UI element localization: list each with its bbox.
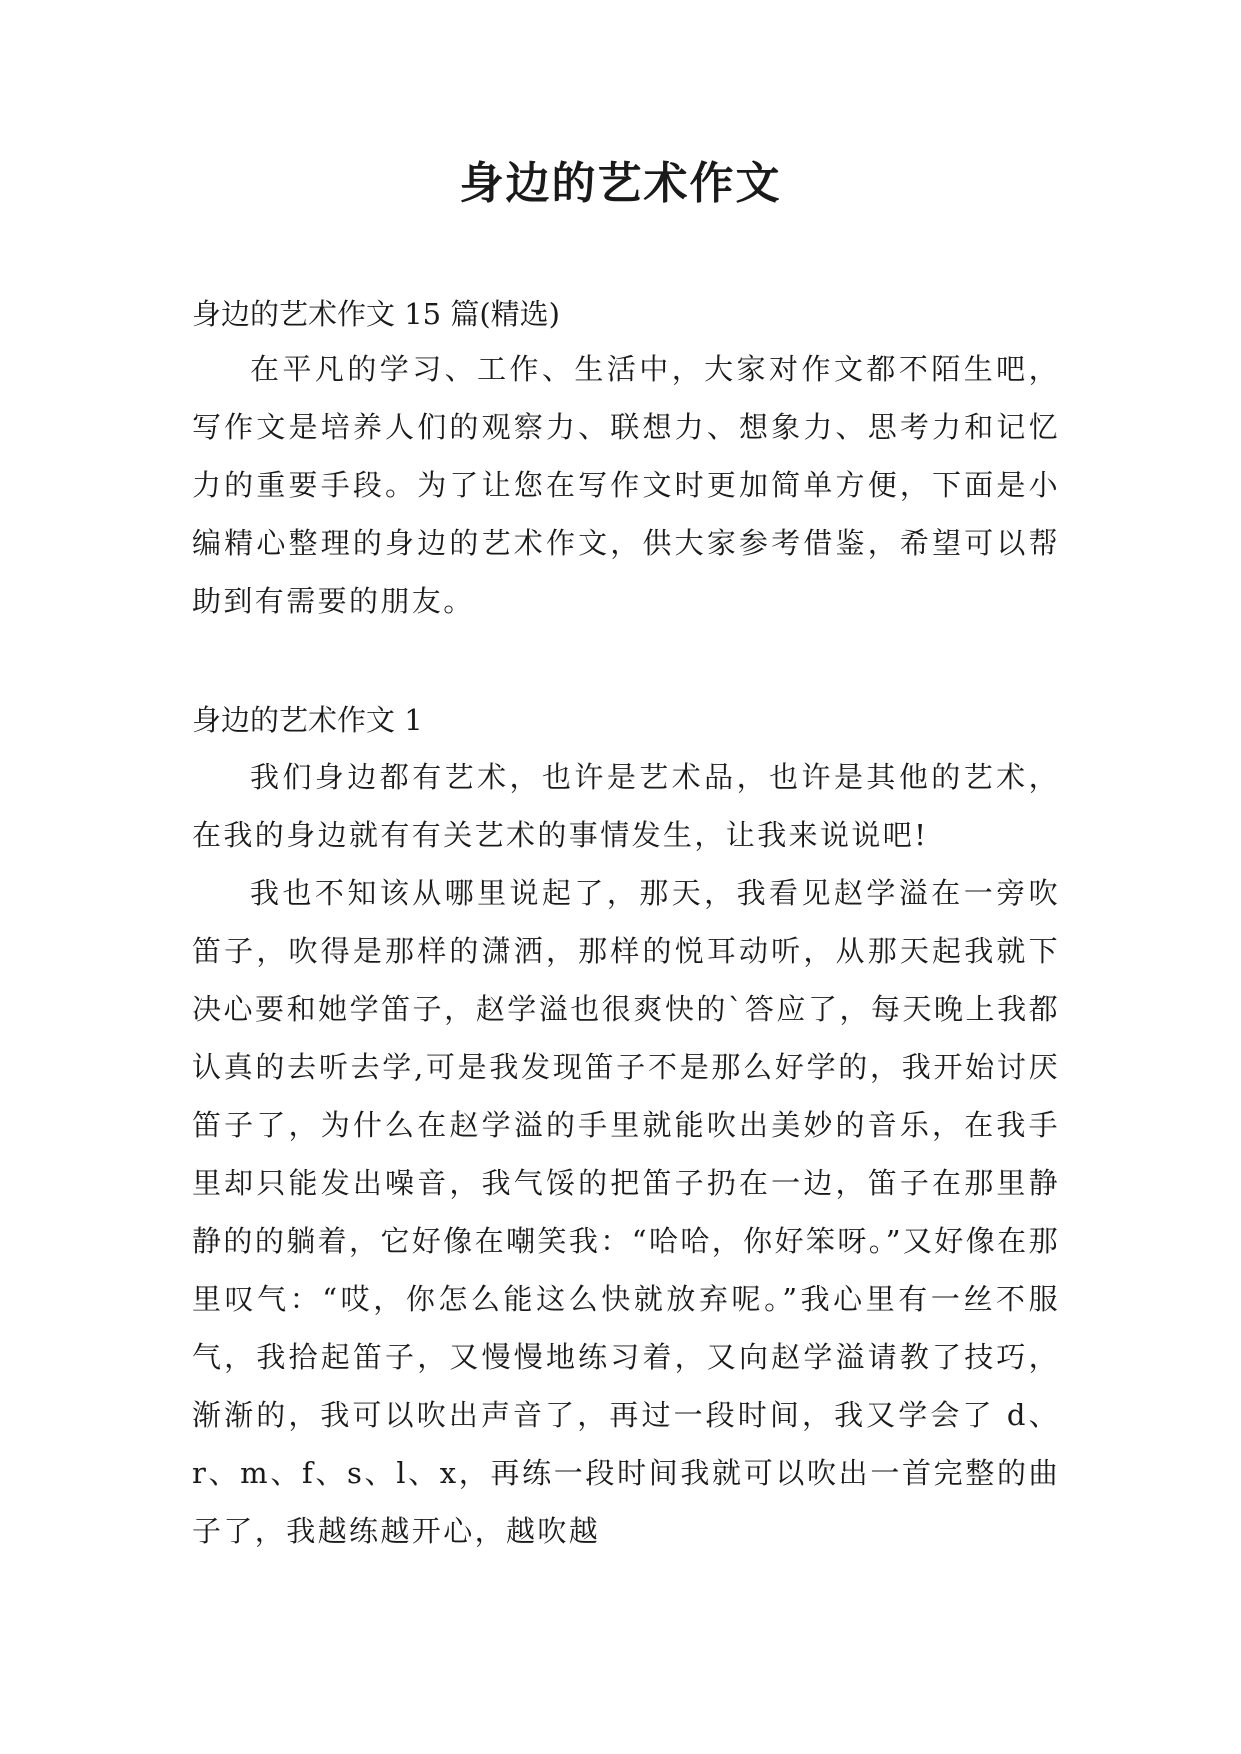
document-body <box>192 292 1060 1560</box>
body-paragraph-1: 我们身边都有艺术，也许是艺术品，也许是其他的艺术，在我的身边就有有关艺术的事情发生，让我来说说吧! <box>192 760 1060 852</box>
document-subtitle: 身边的艺术作文 15 篇(精选) <box>192 297 560 331</box>
body-paragraph-2: 我也不知该从哪里说起了，那天，我看见赵学溢在一旁吹笛子，吹得是那样的潇洒，那样的悦耳动听，从那天起我就下决心要和她学笛子，赵学溢也很爽快的`答应了，每天晚上我都认真的去听去学,可是我发现笛子不是那么好学的，我开始讨厌笛子了，为什么在赵学溢的手里就能吹出美妙的音乐，在我手里却只能发出噪音，我气馁的把笛子扔在一边，笛子在那里静静的的躺着，它好像在嘲笑我：“哈哈，你好笨呀。”又好像在那里叹气：“哎，你怎么能这么快就放弃呢。”我心里有一丝不服气，我拾起笛子，又慢慢地练习着，又向赵学溢请教了技巧，渐渐的，我可以吹出声音了，再过一段时间，我又学会了 d、r、m、f、s、l、x，再练一段时间我就可以吹出一首完整的曲子了，我越练越开心，越吹越 <box>192 876 1060 1548</box>
intro-paragraph: 在平凡的学习、工作、生活中，大家对作文都不陌生吧，写作文是培养人们的观察力、联想力、想象力、思考力和记忆力的重要手段。为了让您在写作文时更加简单方便，下面是小编精心整理的身边的艺术作文，供大家参考借鉴，希望可以帮助到有需要的朋友。 <box>192 352 1060 618</box>
document-title: 身边的艺术作文 <box>459 158 782 209</box>
section-heading: 身边的艺术作文 1 <box>192 703 423 737</box>
spacer <box>192 630 1060 698</box>
